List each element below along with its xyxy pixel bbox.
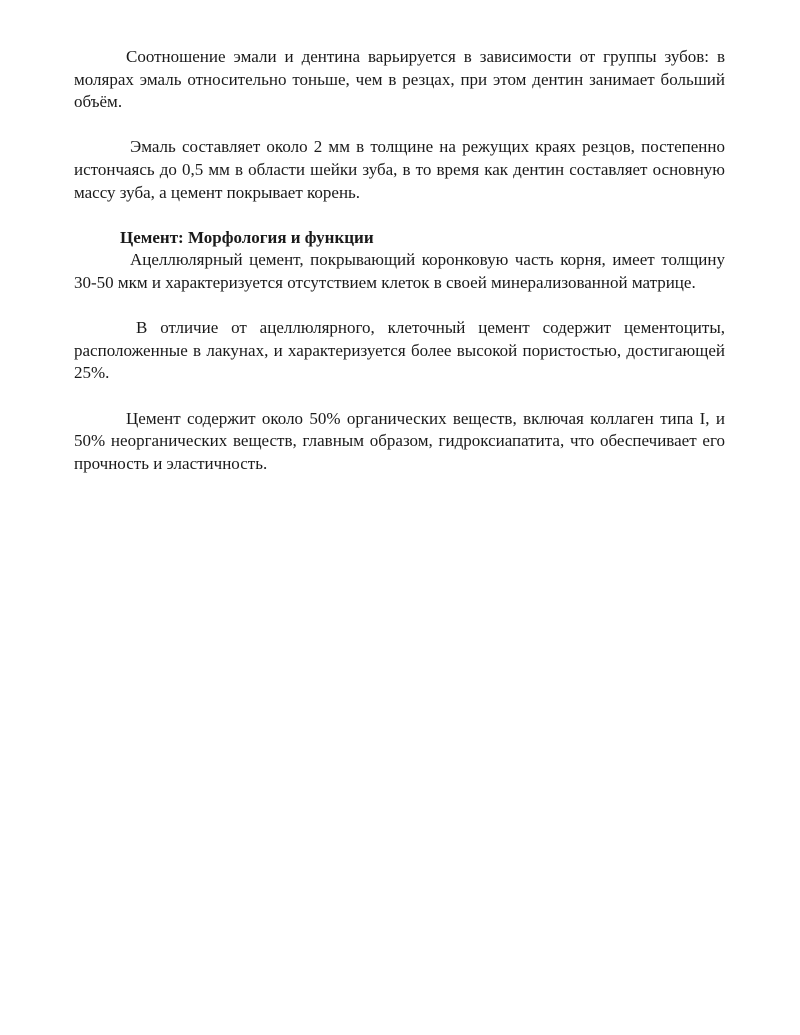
paragraph-cellular-cement: В отличие от ацеллюлярного, клеточный цемент содержит цементоциты, расположенные в лакунах, и характеризуется более высокой пористостью, достигающей 25%.	[74, 318, 725, 383]
paragraph-acellular-cement: Ацеллюлярный цемент, покрывающий коронковую часть корня, имеет толщину 30-50 мкм и характеризуется отсутствием клеток в своей минерализованной матрице.	[74, 250, 725, 292]
paragraph-cement-composition: Цемент содержит около 50% органических веществ, включая коллаген типа I, и 50% неорганических веществ, главным образом, гидроксиапатита, что обеспечивает его прочность и эластичность.	[74, 408, 725, 473]
document-body	[74, 46, 725, 475]
section-heading-cement: Цемент: Морфология и функции	[120, 227, 374, 247]
paragraph-enamel-dentin-ratio: Соотношение эмали и дентина варьируется в зависимости от группы зубов: в молярах эмаль относительно тоньше, чем в резцах, при этом дентин занимает больший объём.	[74, 47, 725, 112]
paragraph-enamel-thickness: Эмаль составляет около 2 мм в толщине на режущих краях резцов, постепенно истончаясь до 0,5 мм в области шейки зуба, в то время как дентин составляет основную массу зуба, а цемент покрывает корень.	[74, 137, 725, 202]
